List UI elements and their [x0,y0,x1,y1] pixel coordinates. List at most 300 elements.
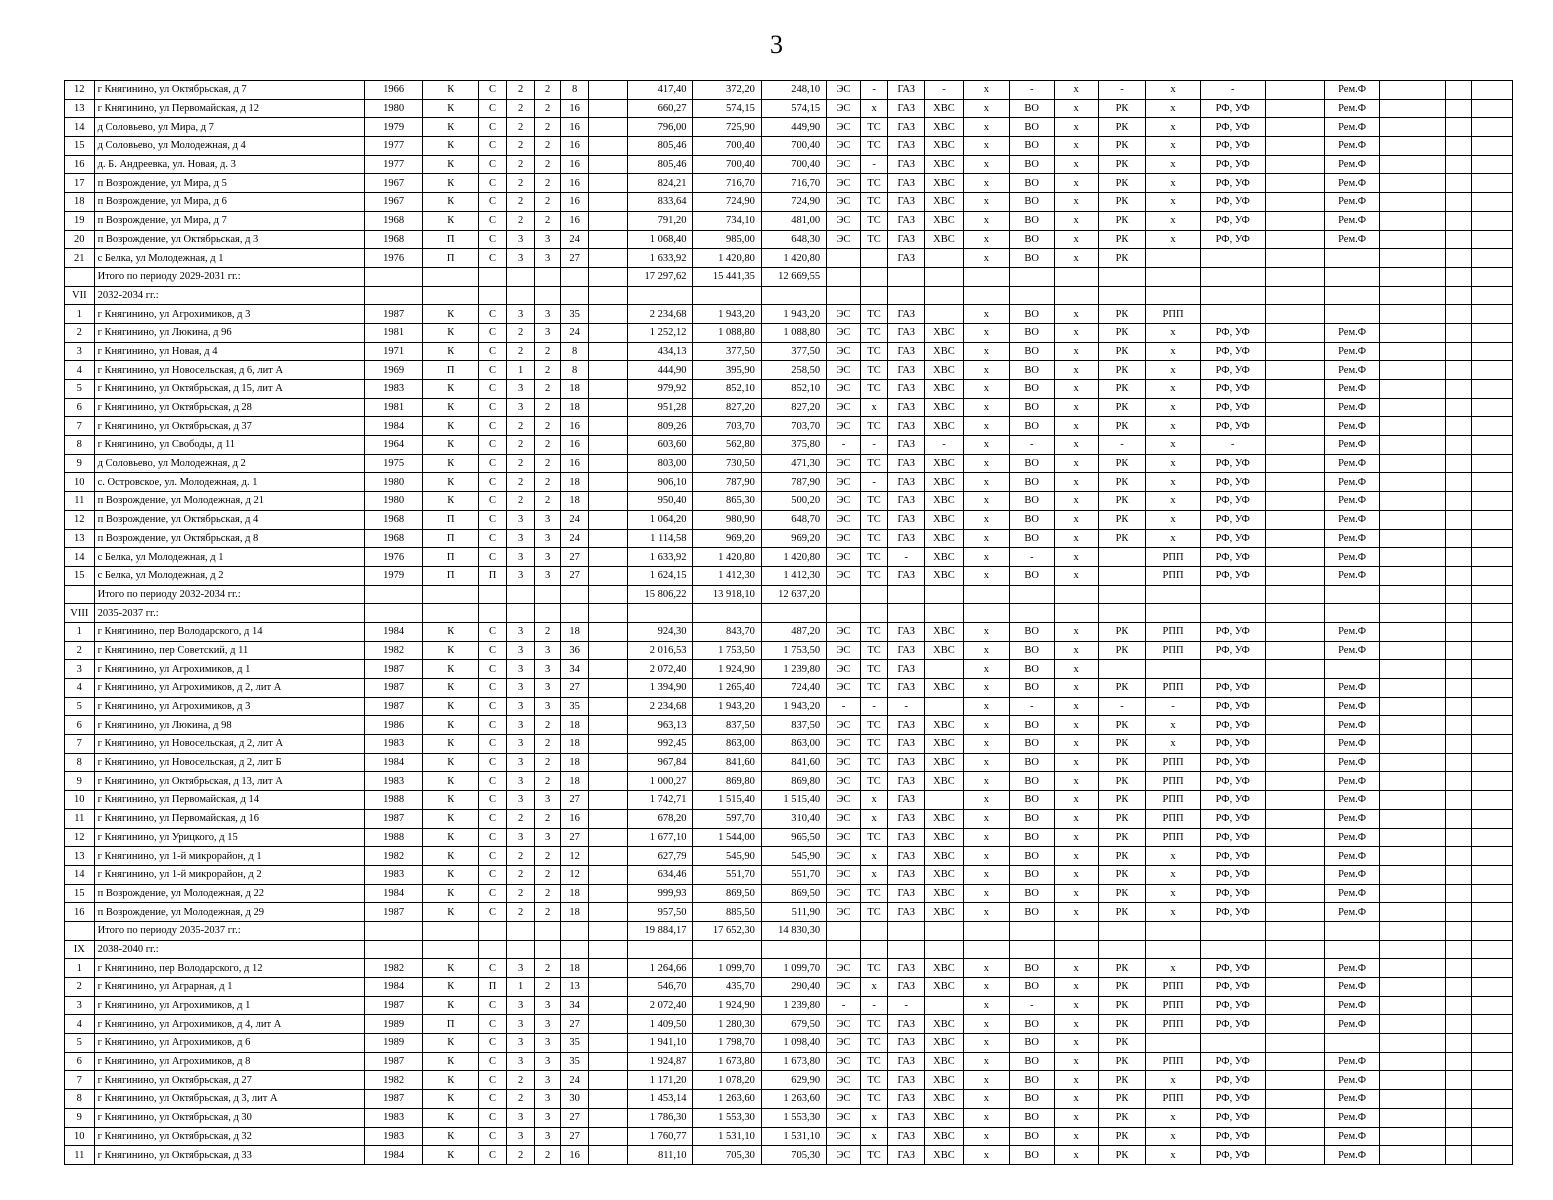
cell-area: 603,60 [628,436,693,455]
cell-blank2 [1265,230,1324,249]
cell-x2: х [1054,492,1098,511]
cell-fond: Рем.Ф [1325,99,1380,118]
cell-es: ЭС [827,735,861,754]
cell-blank4 [1446,267,1472,286]
cell-blank5 [1471,492,1512,511]
cell-year: 1982 [364,959,422,978]
table-row [65,380,1513,399]
cell-blank4 [1446,1052,1472,1071]
cell-entr: 3 [535,828,561,847]
cell-vo: ВО [1009,1034,1054,1053]
cell-own: П [423,1015,479,1034]
cell-wall: С [479,380,507,399]
cell-year: 1987 [364,1090,422,1109]
cell-rpp: х [1146,417,1200,436]
cell-blank1 [589,809,628,828]
cell-blank2 [1265,174,1324,193]
cell-x2: х [1054,1090,1098,1109]
cell-apts: 16 [560,193,589,212]
cell-own: К [423,865,479,884]
table-row [65,137,1513,156]
cell-fond: Рем.Ф [1325,1052,1380,1071]
cell-addr: г Княгинино, ул Октябрьская, д 27 [94,1071,364,1090]
cell-fond: Рем.Ф [1325,753,1380,772]
cell-es: ЭС [827,1090,861,1109]
cell-apts: 16 [560,809,589,828]
cell-own [423,940,479,959]
cell-area: 979,92 [628,380,693,399]
cell-vo: ВО [1009,137,1054,156]
cell-blank5 [1471,865,1512,884]
cell-year: 1977 [364,155,422,174]
cell-area: 627,79 [628,847,693,866]
cell-blank3 [1380,828,1446,847]
cell-year: 1984 [364,978,422,997]
cell-entr [535,286,561,305]
cell-entr: 2 [535,137,561,156]
cell-area_res: 700,40 [693,137,761,156]
cell-area_res: 869,50 [693,884,761,903]
cell-n: 15 [65,884,95,903]
cell-area_res: 1 943,20 [693,697,761,716]
cell-area_res [693,940,761,959]
cell-gas: ГАЗ [888,137,925,156]
cell-year: 1979 [364,566,422,585]
table-row [65,903,1513,922]
cell-blank2 [1265,548,1324,567]
cell-entr: 3 [535,697,561,716]
cell-blank1 [589,641,628,660]
cell-blank2 [1265,697,1324,716]
cell-hvs [925,697,964,716]
cell-rpp: РПП [1146,1052,1200,1071]
cell-hvs: ХВС [925,1071,964,1090]
cell-blank4 [1446,884,1472,903]
cell-area_res: 1 420,80 [693,249,761,268]
cell-rf [1200,585,1265,604]
cell-hvs: ХВС [925,772,964,791]
cell-blank3 [1380,753,1446,772]
cell-fond [1325,249,1380,268]
cell-gas: ГАЗ [888,249,925,268]
cell-blank4 [1446,1090,1472,1109]
cell-apts: 24 [560,1071,589,1090]
cell-blank1 [589,473,628,492]
cell-apts: 16 [560,99,589,118]
cell-rk: РК [1098,679,1146,698]
cell-floors: 2 [506,118,535,137]
cell-year: 1987 [364,305,422,324]
cell-ts: - [860,436,888,455]
cell-area_res: 827,20 [693,398,761,417]
cell-gas: ГАЗ [888,566,925,585]
cell-hvs: ХВС [925,417,964,436]
cell-hvs: ХВС [925,510,964,529]
cell-n: 3 [65,660,95,679]
cell-x1 [963,940,1009,959]
cell-apts: 16 [560,118,589,137]
cell-es: ЭС [827,510,861,529]
cell-blank4 [1446,361,1472,380]
cell-vo: ВО [1009,454,1054,473]
table-row [65,828,1513,847]
cell-gas: ГАЗ [888,809,925,828]
cell-n: 14 [65,548,95,567]
cell-rk [1098,267,1146,286]
table-row [65,473,1513,492]
cell-es: ЭС [827,211,861,230]
cell-area_pr: 12 637,20 [761,585,826,604]
cell-entr: 2 [535,716,561,735]
cell-addr: п Возрождение, ул Молодежная, д 22 [94,884,364,903]
cell-rk: РК [1098,99,1146,118]
cell-own: К [423,978,479,997]
cell-ts: ТС [860,118,888,137]
cell-floors: 2 [506,1071,535,1090]
cell-wall: С [479,398,507,417]
cell-gas [888,286,925,305]
cell-area_res: 787,90 [693,473,761,492]
cell-apts: 27 [560,1127,589,1146]
cell-rk: РК [1098,809,1146,828]
cell-own: К [423,81,479,100]
cell-n: 12 [65,510,95,529]
cell-floors: 2 [506,417,535,436]
cell-year [364,940,422,959]
cell-floors [506,286,535,305]
cell-apts: 27 [560,791,589,810]
cell-area_res: 985,00 [693,230,761,249]
cell-rf: РФ, УФ [1200,342,1265,361]
cell-area: 1 633,92 [628,249,693,268]
cell-entr [535,921,561,940]
cell-area_pr: 1 553,30 [761,1108,826,1127]
cell-apts: 8 [560,81,589,100]
cell-fond: Рем.Ф [1325,978,1380,997]
cell-blank1 [589,230,628,249]
cell-vo: ВО [1009,1015,1054,1034]
cell-es: ЭС [827,903,861,922]
cell-year: 1976 [364,249,422,268]
cell-wall: С [479,1071,507,1090]
cell-addr: 2035-2037 гг.: [94,604,364,623]
cell-area_res: 574,15 [693,99,761,118]
cell-entr: 2 [535,380,561,399]
cell-blank4 [1446,697,1472,716]
table-row [65,791,1513,810]
cell-x2: х [1054,622,1098,641]
cell-rpp: х [1146,884,1200,903]
cell-hvs [925,940,964,959]
cell-area_res: 869,80 [693,772,761,791]
cell-gas: ГАЗ [888,641,925,660]
cell-entr: 2 [535,884,561,903]
cell-apts [560,940,589,959]
cell-n: 1 [65,305,95,324]
cell-gas: ГАЗ [888,847,925,866]
cell-es: ЭС [827,959,861,978]
cell-area_res: 1 263,60 [693,1090,761,1109]
cell-blank4 [1446,828,1472,847]
cell-own: К [423,454,479,473]
cell-blank3 [1380,529,1446,548]
cell-vo: - [1009,436,1054,455]
table-row [65,211,1513,230]
cell-blank2 [1265,454,1324,473]
cell-rpp: х [1146,1127,1200,1146]
cell-entr: 3 [535,996,561,1015]
cell-year: 1967 [364,193,422,212]
cell-x1: х [963,81,1009,100]
cell-wall: С [479,884,507,903]
cell-blank2 [1265,492,1324,511]
cell-vo: ВО [1009,473,1054,492]
cell-x1: х [963,772,1009,791]
cell-rf: РФ, УФ [1200,996,1265,1015]
cell-year: 1980 [364,492,422,511]
cell-ts: ТС [860,716,888,735]
cell-addr: г Княгинино, пер Володарского, д 12 [94,959,364,978]
cell-n: 17 [65,174,95,193]
cell-blank5 [1471,342,1512,361]
cell-rpp [1146,940,1200,959]
cell-floors [506,585,535,604]
cell-addr: с Белка, ул Молодежная, д 2 [94,566,364,585]
cell-area_pr: 290,40 [761,978,826,997]
cell-year: 1987 [364,697,422,716]
cell-blank5 [1471,660,1512,679]
cell-year: 1982 [364,641,422,660]
cell-wall: С [479,996,507,1015]
cell-year: 1987 [364,660,422,679]
cell-blank3 [1380,978,1446,997]
cell-area_pr: 258,50 [761,361,826,380]
cell-year: 1984 [364,622,422,641]
cell-fond: Рем.Ф [1325,81,1380,100]
table-row [65,959,1513,978]
cell-rf [1200,1034,1265,1053]
cell-gas: ГАЗ [888,436,925,455]
cell-rpp: х [1146,99,1200,118]
cell-addr: г Княгинино, пер Володарского, д 14 [94,622,364,641]
cell-blank5 [1471,566,1512,585]
cell-blank1 [589,249,628,268]
table-row [65,1071,1513,1090]
cell-n: 6 [65,1052,95,1071]
cell-rpp: х [1146,510,1200,529]
cell-x1: х [963,1090,1009,1109]
cell-rk [1098,566,1146,585]
cell-addr: г Княгинино, ул Первомайская, д 12 [94,99,364,118]
cell-rk: РК [1098,1071,1146,1090]
cell-x2: х [1054,959,1098,978]
cell-own [423,286,479,305]
cell-blank2 [1265,1052,1324,1071]
cell-blank4 [1446,585,1472,604]
cell-blank4 [1446,940,1472,959]
cell-n [65,267,95,286]
cell-x1: х [963,323,1009,342]
cell-gas: ГАЗ [888,398,925,417]
cell-rf: РФ, УФ [1200,753,1265,772]
cell-rf: РФ, УФ [1200,772,1265,791]
cell-rf: РФ, УФ [1200,978,1265,997]
cell-entr: 3 [535,1015,561,1034]
cell-floors: 3 [506,660,535,679]
cell-rk: РК [1098,510,1146,529]
cell-addr: г Княгинино, ул Агрохимиков, д 6 [94,1034,364,1053]
cell-area_pr: 869,50 [761,884,826,903]
cell-gas: ГАЗ [888,1090,925,1109]
cell-area_pr: 471,30 [761,454,826,473]
cell-entr [535,267,561,286]
cell-area_pr: 1 099,70 [761,959,826,978]
cell-rpp: РПП [1146,772,1200,791]
cell-area_res: 734,10 [693,211,761,230]
cell-x2: х [1054,193,1098,212]
cell-addr: г Княгинино, ул Урицкого, д 15 [94,828,364,847]
cell-blank4 [1446,959,1472,978]
cell-area_res: 1 553,30 [693,1108,761,1127]
cell-hvs: ХВС [925,865,964,884]
cell-area_pr: 1 420,80 [761,249,826,268]
cell-es: ЭС [827,361,861,380]
cell-fond: Рем.Ф [1325,398,1380,417]
cell-blank1 [589,959,628,978]
cell-vo: ВО [1009,959,1054,978]
cell-floors: 3 [506,1127,535,1146]
cell-rk: РК [1098,622,1146,641]
cell-vo: ВО [1009,622,1054,641]
cell-x1: х [963,641,1009,660]
cell-area: 1 114,58 [628,529,693,548]
cell-hvs: ХВС [925,978,964,997]
cell-area_res: 703,70 [693,417,761,436]
cell-rpp: х [1146,1146,1200,1165]
cell-blank4 [1446,323,1472,342]
cell-hvs: ХВС [925,193,964,212]
cell-blank5 [1471,622,1512,641]
cell-area: 1 068,40 [628,230,693,249]
cell-area_res: 435,70 [693,978,761,997]
cell-ts: ТС [860,903,888,922]
cell-area_res: 1 420,80 [693,548,761,567]
cell-area: 1 064,20 [628,510,693,529]
cell-x2: х [1054,679,1098,698]
cell-area_pr: 965,50 [761,828,826,847]
cell-area: 19 884,17 [628,921,693,940]
cell-n: 2 [65,641,95,660]
cell-ts: х [860,847,888,866]
cell-blank5 [1471,1015,1512,1034]
cell-rpp: х [1146,342,1200,361]
cell-apts: 27 [560,679,589,698]
cell-n: 5 [65,1034,95,1053]
cell-n: 8 [65,753,95,772]
cell-gas: ГАЗ [888,716,925,735]
cell-own: П [423,510,479,529]
cell-blank2 [1265,791,1324,810]
cell-area_pr: 1 753,50 [761,641,826,660]
cell-rf: РФ, УФ [1200,230,1265,249]
cell-ts [860,940,888,959]
cell-entr: 2 [535,118,561,137]
cell-wall: С [479,323,507,342]
cell-own: К [423,1146,479,1165]
cell-blank5 [1471,193,1512,212]
cell-blank1 [589,903,628,922]
cell-ts: ТС [860,380,888,399]
cell-addr: г Княгинино, пер Советский, д 11 [94,641,364,660]
cell-area_res: 1 924,90 [693,996,761,1015]
cell-rf: РФ, УФ [1200,417,1265,436]
cell-entr: 2 [535,1146,561,1165]
cell-x2: х [1054,865,1098,884]
cell-addr: п Возрождение, ул Молодежная, д 29 [94,903,364,922]
cell-es: ЭС [827,193,861,212]
cell-hvs: ХВС [925,174,964,193]
cell-rf: РФ, УФ [1200,865,1265,884]
cell-x2 [1054,267,1098,286]
cell-rf: РФ, УФ [1200,323,1265,342]
cell-blank5 [1471,735,1512,754]
cell-fond: Рем.Ф [1325,473,1380,492]
cell-n: 1 [65,959,95,978]
cell-blank5 [1471,847,1512,866]
cell-n: 16 [65,903,95,922]
cell-wall: П [479,978,507,997]
cell-rpp: РПП [1146,1090,1200,1109]
cell-rf: РФ, УФ [1200,548,1265,567]
cell-blank4 [1446,847,1472,866]
cell-blank4 [1446,305,1472,324]
cell-hvs [925,305,964,324]
cell-vo: ВО [1009,323,1054,342]
cell-gas: ГАЗ [888,230,925,249]
cell-blank2 [1265,193,1324,212]
cell-es: ЭС [827,454,861,473]
cell-blank5 [1471,585,1512,604]
cell-hvs [925,921,964,940]
cell-n: 7 [65,417,95,436]
cell-entr: 3 [535,1108,561,1127]
cell-apts: 18 [560,735,589,754]
cell-wall: С [479,697,507,716]
cell-x2: х [1054,81,1098,100]
cell-vo: ВО [1009,249,1054,268]
cell-rk: РК [1098,1108,1146,1127]
cell-blank3 [1380,959,1446,978]
cell-area: 2 016,53 [628,641,693,660]
table-row [65,99,1513,118]
cell-entr: 3 [535,1127,561,1146]
cell-ts: ТС [860,361,888,380]
cell-blank1 [589,940,628,959]
cell-area: 1 171,20 [628,1071,693,1090]
cell-fond: Рем.Ф [1325,679,1380,698]
cell-ts: х [860,398,888,417]
cell-floors: 1 [506,978,535,997]
cell-ts: ТС [860,735,888,754]
cell-ts: ТС [860,884,888,903]
cell-n: 15 [65,137,95,156]
cell-fond: Рем.Ф [1325,193,1380,212]
cell-blank4 [1446,996,1472,1015]
cell-blank5 [1471,679,1512,698]
cell-blank1 [589,1015,628,1034]
cell-area: 833,64 [628,193,693,212]
cell-floors: 2 [506,1146,535,1165]
